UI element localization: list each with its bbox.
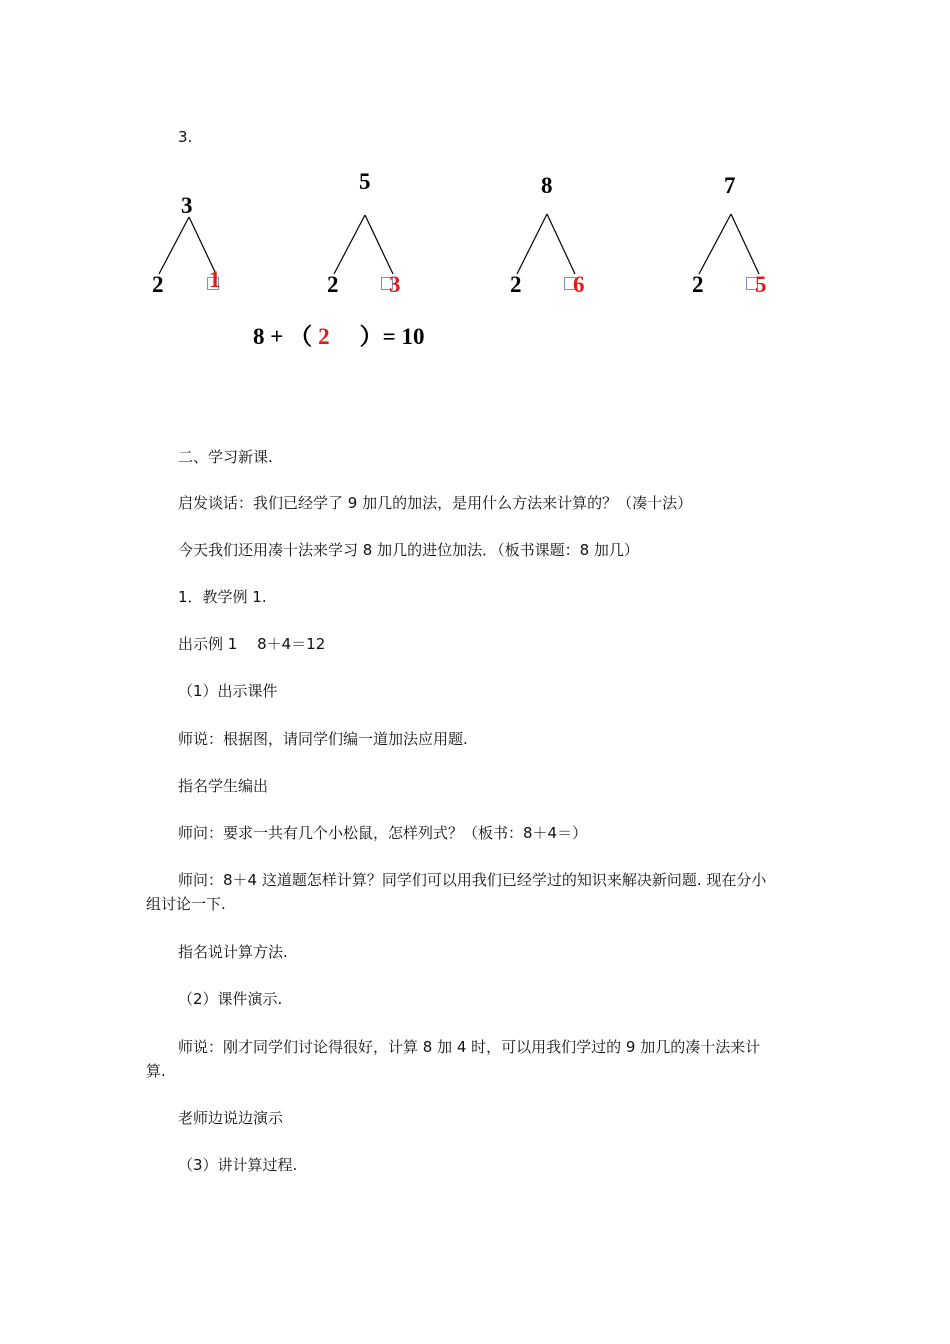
tree-top-number: 8 xyxy=(541,173,553,198)
paragraph: 启发谈话：我们已经学了 9 加几的加法，是用什么方法来计算的？（凑十法） xyxy=(178,494,693,512)
tree-top-number: 7 xyxy=(724,173,736,198)
paragraph: 师问：要求一共有几个小松鼠，怎样列式？（板书：8＋4＝） xyxy=(178,824,588,842)
paragraph: 1．教学例 1. xyxy=(178,588,267,606)
tree-answer-number: 5 xyxy=(755,272,767,297)
paragraph: （2）课件演示. xyxy=(178,990,283,1008)
tree-left-number: 2 xyxy=(327,272,339,297)
equation-answer: 2 xyxy=(318,324,330,349)
equation-left: 8 + （ xyxy=(253,324,313,349)
equation-right: ）= 10 xyxy=(359,324,425,349)
section-heading: 二、学习新课. xyxy=(178,448,273,466)
paragraph: （3）讲计算过程. xyxy=(178,1156,298,1174)
paragraph: 师说：刚才同学们讨论得很好，计算 8 加 4 时，可以用我们学过的 9 加几的凑十法来计算. xyxy=(146,1038,761,1080)
tree-left-number: 2 xyxy=(510,272,522,297)
tree-left-number: 2 xyxy=(152,272,164,297)
make-ten-equation xyxy=(253,318,424,351)
paragraph: 师说：根据图，请同学们编一道加法应用题. xyxy=(178,730,468,748)
tree-top-number: 5 xyxy=(359,169,371,194)
paragraph: 出示例 1 8＋4＝12 xyxy=(178,635,326,653)
exercise-number: 3. xyxy=(178,128,193,146)
paragraph: 指名说计算方法. xyxy=(178,943,288,961)
tree-top-number: 3 xyxy=(181,193,193,218)
paragraph: 指名学生编出 xyxy=(178,777,269,795)
paragraph: 老师边说边演示 xyxy=(178,1109,284,1127)
paragraph: （1）出示课件 xyxy=(178,682,278,700)
paragraph: 今天我们还用凑十法来学习 8 加几的进位加法．（板书课题：8 加几） xyxy=(178,541,639,559)
tree-left-number: 2 xyxy=(692,272,704,297)
tree-answer-number: 6 xyxy=(573,272,585,297)
paragraph: 师问：8＋4 这道题怎样计算？同学们可以用我们已经学过的知识来解决新问题. 现在分小组讨论一下. xyxy=(146,871,767,913)
tree-answer-number: 1 xyxy=(209,267,221,292)
tree-answer-number: 3 xyxy=(389,272,401,297)
